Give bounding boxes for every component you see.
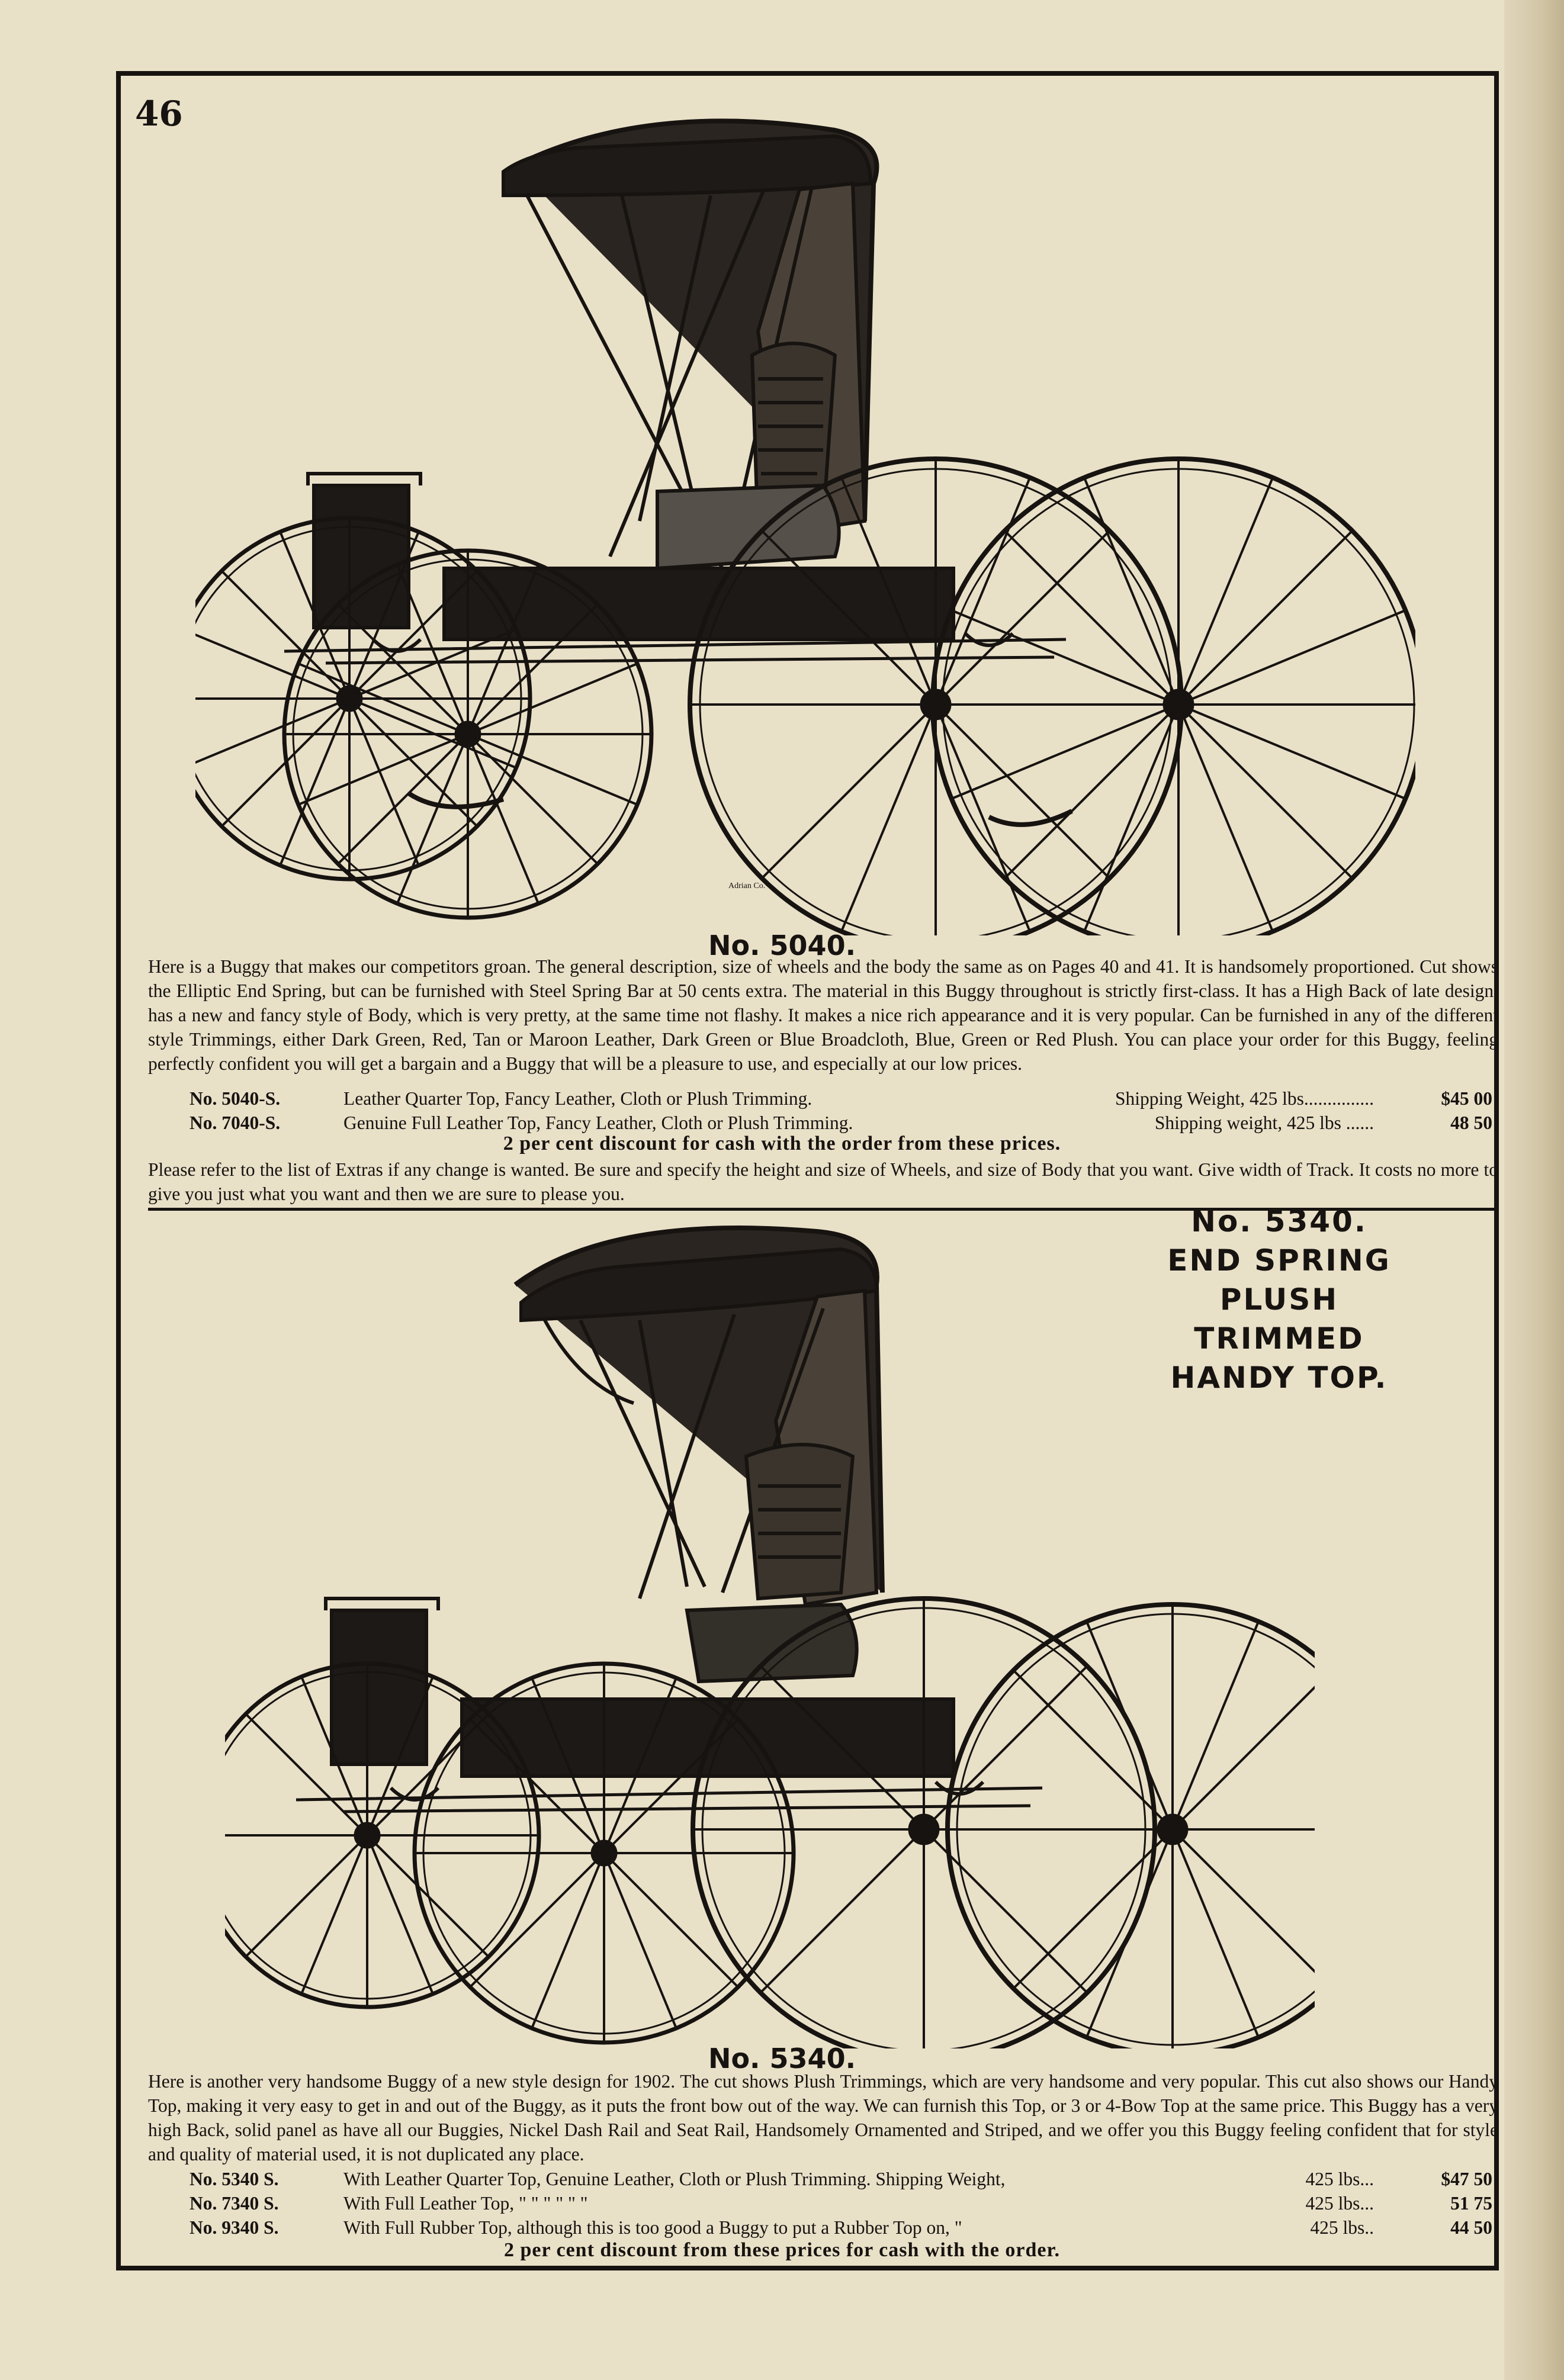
- model-description: With Full Leather Top, " " " " " ": [343, 2193, 588, 2214]
- discount-5340: 2 per cent discount from these prices for cash with the order.: [504, 2239, 1060, 2261]
- model-code: No. 7040-S.: [190, 1112, 281, 1133]
- buggy-illustration-5040: [195, 107, 1415, 935]
- model-code: No. 7340 S.: [190, 2193, 279, 2214]
- model-row: [148, 1086, 1498, 1111]
- model-weight: Shipping Weight, 425 lbs...............: [1115, 1088, 1374, 1109]
- model-price: $45 00: [1441, 1088, 1492, 1109]
- model-row: [148, 2167, 1498, 2191]
- model-row: [148, 2191, 1498, 2215]
- side-title-line: No. 5340.: [1191, 1204, 1367, 1239]
- models-5340: [148, 2167, 1498, 2240]
- model-weight: Shipping weight, 425 lbs ......: [1154, 1112, 1374, 1133]
- models-5040: [148, 1086, 1498, 1135]
- caption-5340: No. 5340.: [708, 2043, 856, 2075]
- model-weight: 425 lbs..: [1310, 2217, 1374, 2238]
- model-description: With Full Rubber Top, although this is too good a Buggy to put a Rubber Top on, ": [343, 2217, 962, 2238]
- side-title-line: HANDY TOP.: [1170, 1361, 1388, 1395]
- model-code: No. 5340 S.: [190, 2169, 279, 2189]
- page-edge: [1504, 0, 1564, 2380]
- side-title-line: TRIMMED: [1194, 1321, 1364, 1356]
- model-weight: 425 lbs...: [1305, 2193, 1374, 2214]
- model-row: [148, 1111, 1498, 1135]
- model-row: [148, 2215, 1498, 2240]
- model-price: 44 50: [1450, 2217, 1492, 2238]
- model-description: Leather Quarter Top, Fancy Leather, Cloth or Plush Trimming.: [343, 1088, 812, 1109]
- model-weight: 425 lbs...: [1305, 2169, 1374, 2189]
- model-code: No. 5040-S.: [190, 1088, 281, 1109]
- description-5340: Here is another very handsome Buggy of a new style design for 1902. The cut shows Plush Trimmings, which are very handsome and very popular. This cut also shows our Handy Top, making it very easy to get in and out of the Buggy, as it puts the front bow out of the way. We can furnish this Top, or 3 or 4-Bow Top at the same price. This Buggy has a very high Back, solid panel as have all our Buggies, Nickel Dash Rail and Seat Rail, Handsomely Ornamented and Striped, and we offer you this Buggy feeling confident that for style and quality of material used, it is not duplicated any place.: [148, 2071, 1498, 2164]
- model-description: Genuine Full Leather Top, Fancy Leather, Cloth or Plush Trimming.: [343, 1112, 853, 1133]
- caption-5040: No. 5040.: [708, 930, 856, 961]
- buggy-illustration-5340: [225, 1208, 1315, 2048]
- model-price: $47 50: [1441, 2169, 1492, 2189]
- engraver-signature: Adrian Co.: [728, 882, 766, 890]
- model-description: With Leather Quarter Top, Genuine Leather, Cloth or Plush Trimming. Shipping Weight,: [343, 2169, 1006, 2189]
- model-price: 48 50: [1450, 1112, 1492, 1133]
- discount-5040: 2 per cent discount for cash with the order from these prices.: [503, 1133, 1061, 1154]
- description-5040: Here is a Buggy that makes our competitors groan. The general description, size of wheels and the body the same as on Pages 40 and 41. It is handsomely proportioned. Cut shows the Elliptic End Spring, but can be furnished with Steel Spring Bar at 50 cents extra. The material in this Buggy throughout is strictly first-class. It has a High Back of late design, has a new and fancy style of Body, which is very pretty, at the same time not flashy. It makes a nice rich appearance and it is very popular. Can be furnished in any of the different style Trimmings, either Dark Green, Red, Tan or Maroon Leather, Dark Green or Blue Broadcloth, Blue, Green or Red Plush. You can place your order for this Buggy, feeling perfectly confident you will get a bargain and a Buggy that will be a pleasure to use, and especially at our low prices.: [148, 956, 1498, 1074]
- page-number: 46: [135, 94, 183, 134]
- extras-note: Please refer to the list of Extras if any change is wanted. Be sure and specify the height and size of Wheels, and size of Body that you want. Give width of Track. It costs no more to give you just what you want and then we are sure to please you.: [148, 1159, 1498, 1204]
- side-title-line: PLUSH: [1219, 1282, 1339, 1317]
- model-price: 51 75: [1450, 2193, 1492, 2214]
- model-code: No. 9340 S.: [190, 2217, 279, 2238]
- side-title-line: END SPRING: [1167, 1243, 1391, 1278]
